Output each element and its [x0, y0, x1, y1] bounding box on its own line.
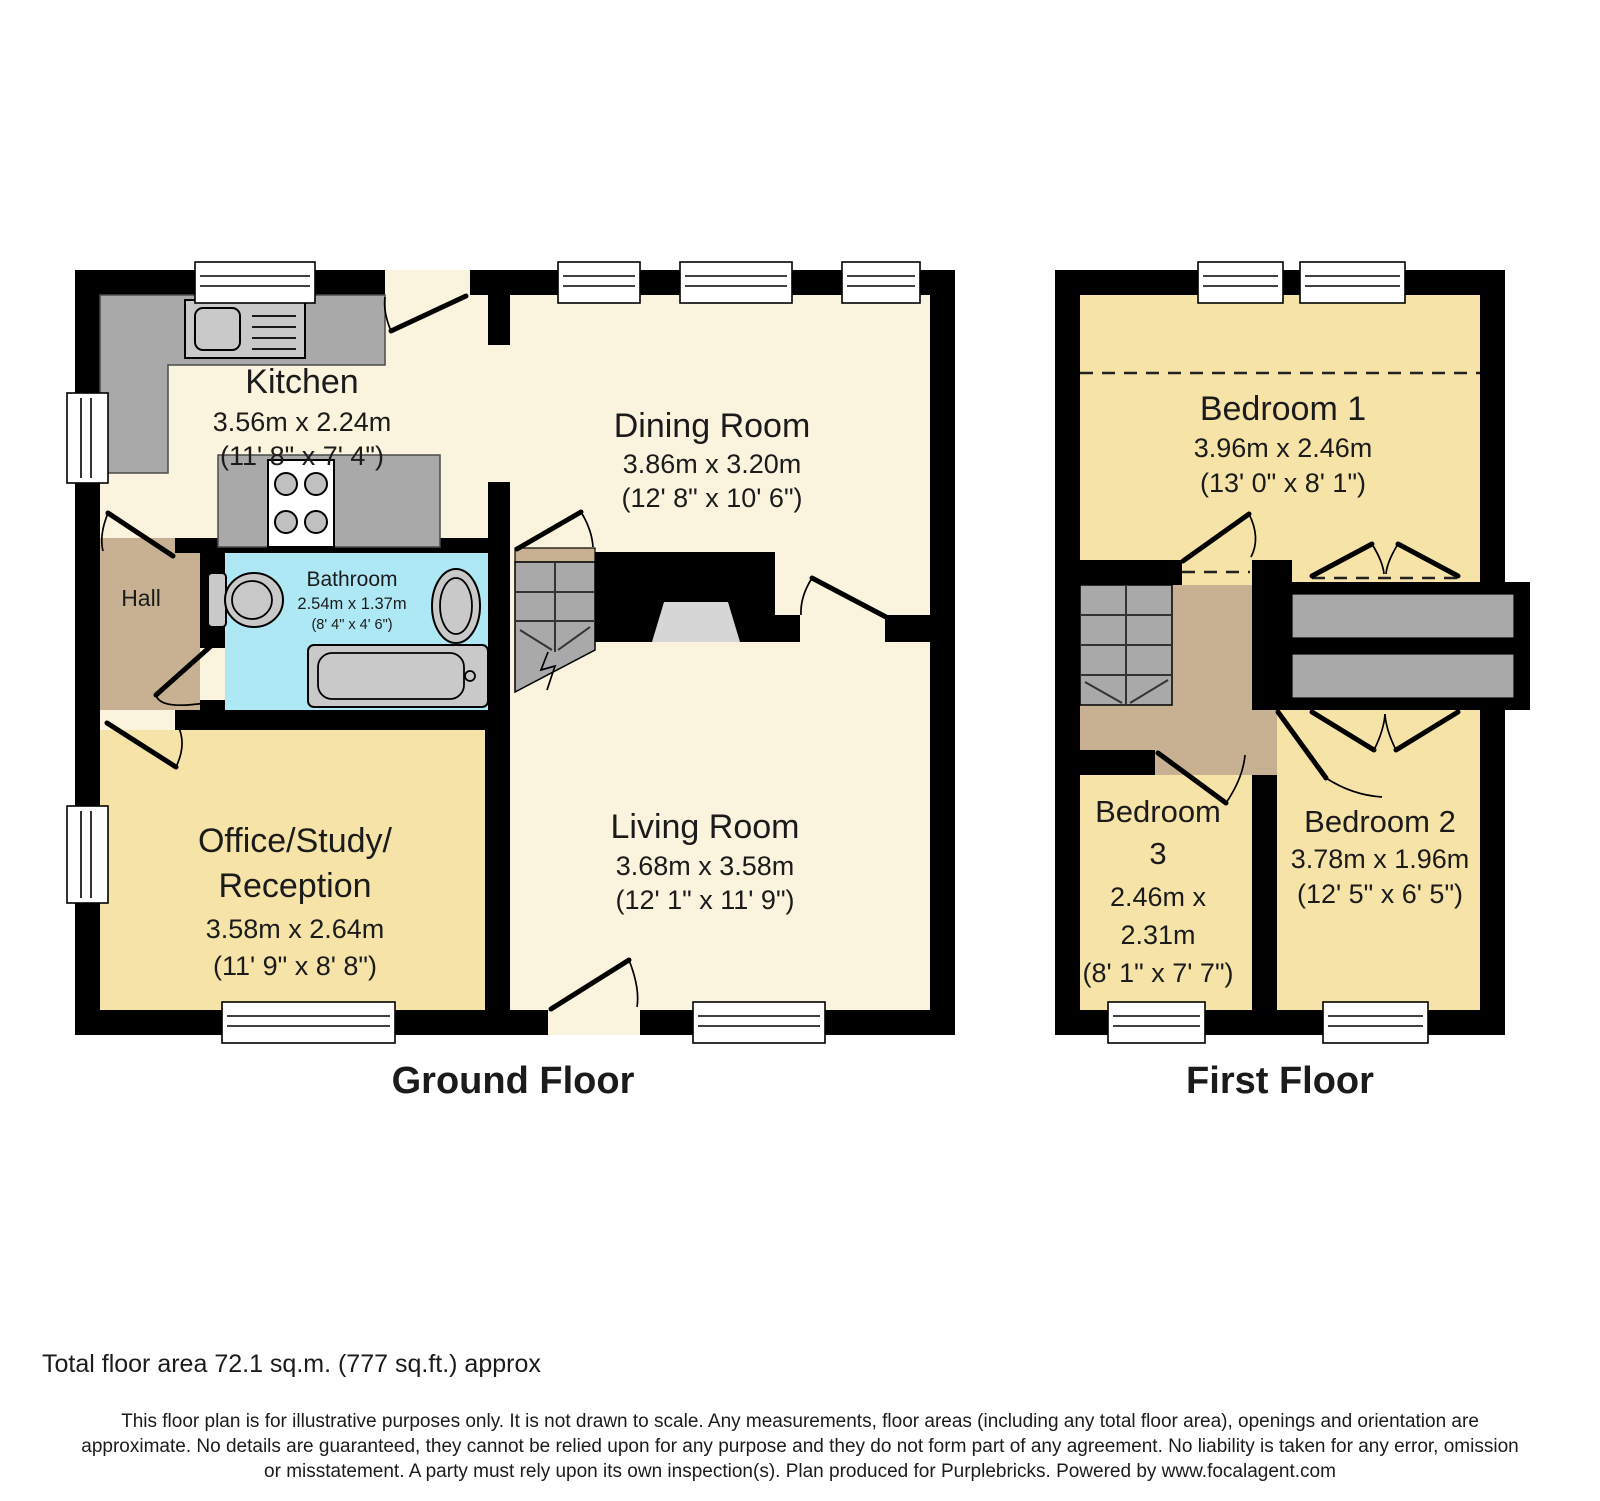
wall-dining-living-right	[885, 615, 930, 642]
bedroom3-label-2: 3	[1149, 836, 1167, 871]
fireplace-recess	[652, 602, 740, 642]
toilet	[208, 573, 283, 627]
office-dim-imperial: (11' 9" x 8' 8")	[212, 951, 378, 981]
bedroom2-dim-metric: 3.78m x 1.96m	[1290, 844, 1470, 874]
bathroom-dim-metric: 2.54m x 1.37m	[297, 595, 407, 613]
kitchen-hob	[268, 460, 334, 547]
office-label-1: Office/Study/	[197, 822, 393, 860]
wall-bathroom-right	[488, 482, 510, 710]
bedroom2-window	[1323, 1002, 1428, 1043]
office-dim-metric: 3.58m x 2.64m	[205, 914, 385, 944]
disclaimer-line-1: This floor plan is for illustrative purposes only. It is not drawn to scale. Any measurements, floor areas (including any total floor area), openings and orientation are	[121, 1411, 1479, 1432]
first-floor-title: First Floor	[1186, 1060, 1374, 1102]
wall-office-living	[485, 710, 510, 1035]
dining-dim-metric: 3.86m x 3.20m	[622, 449, 802, 479]
dining-label: Dining Room	[613, 407, 811, 445]
hall-floor	[100, 538, 200, 710]
kitchen-left-window	[67, 393, 108, 483]
dining-window-3	[842, 262, 920, 303]
office-label-2: Reception	[218, 867, 372, 905]
first-floor-plan	[1055, 262, 1530, 1102]
office-left-window	[67, 806, 108, 903]
wall-bedroom3-bedroom2	[1252, 775, 1277, 1035]
kitchen-label: Kitchen	[245, 363, 359, 401]
bedroom1-dim-imperial: (13' 0" x 8' 1")	[1199, 468, 1367, 498]
bedroom3-label-1: Bedroom	[1095, 794, 1221, 829]
disclaimer-line-2: approximate. No details are guaranteed, they cannot be relied upon for any purpose and they do not form part of any agreement. No liability is taken for any error, omission	[81, 1436, 1519, 1457]
bedroom2-label: Bedroom 2	[1304, 804, 1456, 839]
total-floor-area: Total floor area 72.1 sq.m. (777 sq.ft.) approx	[42, 1350, 541, 1378]
living-dim-imperial: (12' 1" x 11' 9")	[615, 885, 795, 915]
bedroom1-dim-metric: 3.96m x 2.46m	[1193, 433, 1373, 463]
bathroom-sink	[432, 569, 480, 643]
first-stairs	[1080, 585, 1172, 705]
wall-bedroom1-bottom	[1055, 560, 1182, 585]
footer	[42, 1350, 1519, 1482]
front-door-opening	[385, 270, 470, 295]
kitchen-dim-metric: 3.56m x 2.24m	[212, 407, 392, 437]
bedroom3-dim-imperial: (8' 1" x 7' 7")	[1082, 958, 1234, 988]
bedroom1-label: Bedroom 1	[1199, 390, 1367, 428]
wall-kitchen-dining-stub	[488, 270, 510, 345]
bedroom3-dim-metric-1: 2.46m x	[1109, 882, 1207, 912]
living-label: Living Room	[610, 808, 800, 846]
stair-step-strip	[515, 548, 595, 562]
wall-hall-right-stub	[200, 700, 225, 710]
bathroom-label: Bathroom	[306, 568, 398, 591]
dining-dim-imperial: (12' 8" x 10' 6")	[621, 483, 803, 513]
kitchen-top-window	[195, 262, 315, 303]
disclaimer-line-3: or misstatement. A party must rely upon its own inspection(s). Plan produced for Purplebricks. Powered by www.focalagent.com	[264, 1461, 1336, 1482]
kitchen-dim-imperial: (11' 8" x 7' 4")	[219, 441, 385, 471]
bathroom-dim-imperial: (8' 4" x 4' 6")	[311, 617, 393, 633]
ground-floor-title: Ground Floor	[391, 1060, 635, 1102]
bedroom1-window-2	[1300, 262, 1405, 303]
hall-label: Hall	[121, 585, 161, 611]
kitchen-sink	[185, 300, 305, 358]
bedroom2-dim-imperial: (12' 5" x 6' 5")	[1296, 879, 1464, 909]
bathtub	[308, 645, 488, 707]
living-dim-metric: 3.68m x 3.58m	[615, 851, 795, 881]
living-door-opening	[548, 1010, 640, 1035]
wall-hall-office	[175, 710, 485, 730]
ground-floor-plan	[67, 262, 955, 1102]
dining-window-1	[558, 262, 640, 303]
bedroom2-door-opening	[1252, 710, 1277, 775]
bedroom3-window	[1108, 1002, 1205, 1043]
bedroom3-dim-metric-2: 2.31m	[1120, 920, 1196, 950]
bedroom1-window-1	[1198, 262, 1283, 303]
dining-window-2	[680, 262, 792, 303]
wall-bedroom3-top	[1055, 750, 1155, 775]
living-bottom-window	[693, 1002, 825, 1043]
wall-dining-living-left	[775, 615, 800, 642]
wardrobe-block	[1277, 582, 1530, 710]
office-bottom-window	[222, 1002, 395, 1043]
